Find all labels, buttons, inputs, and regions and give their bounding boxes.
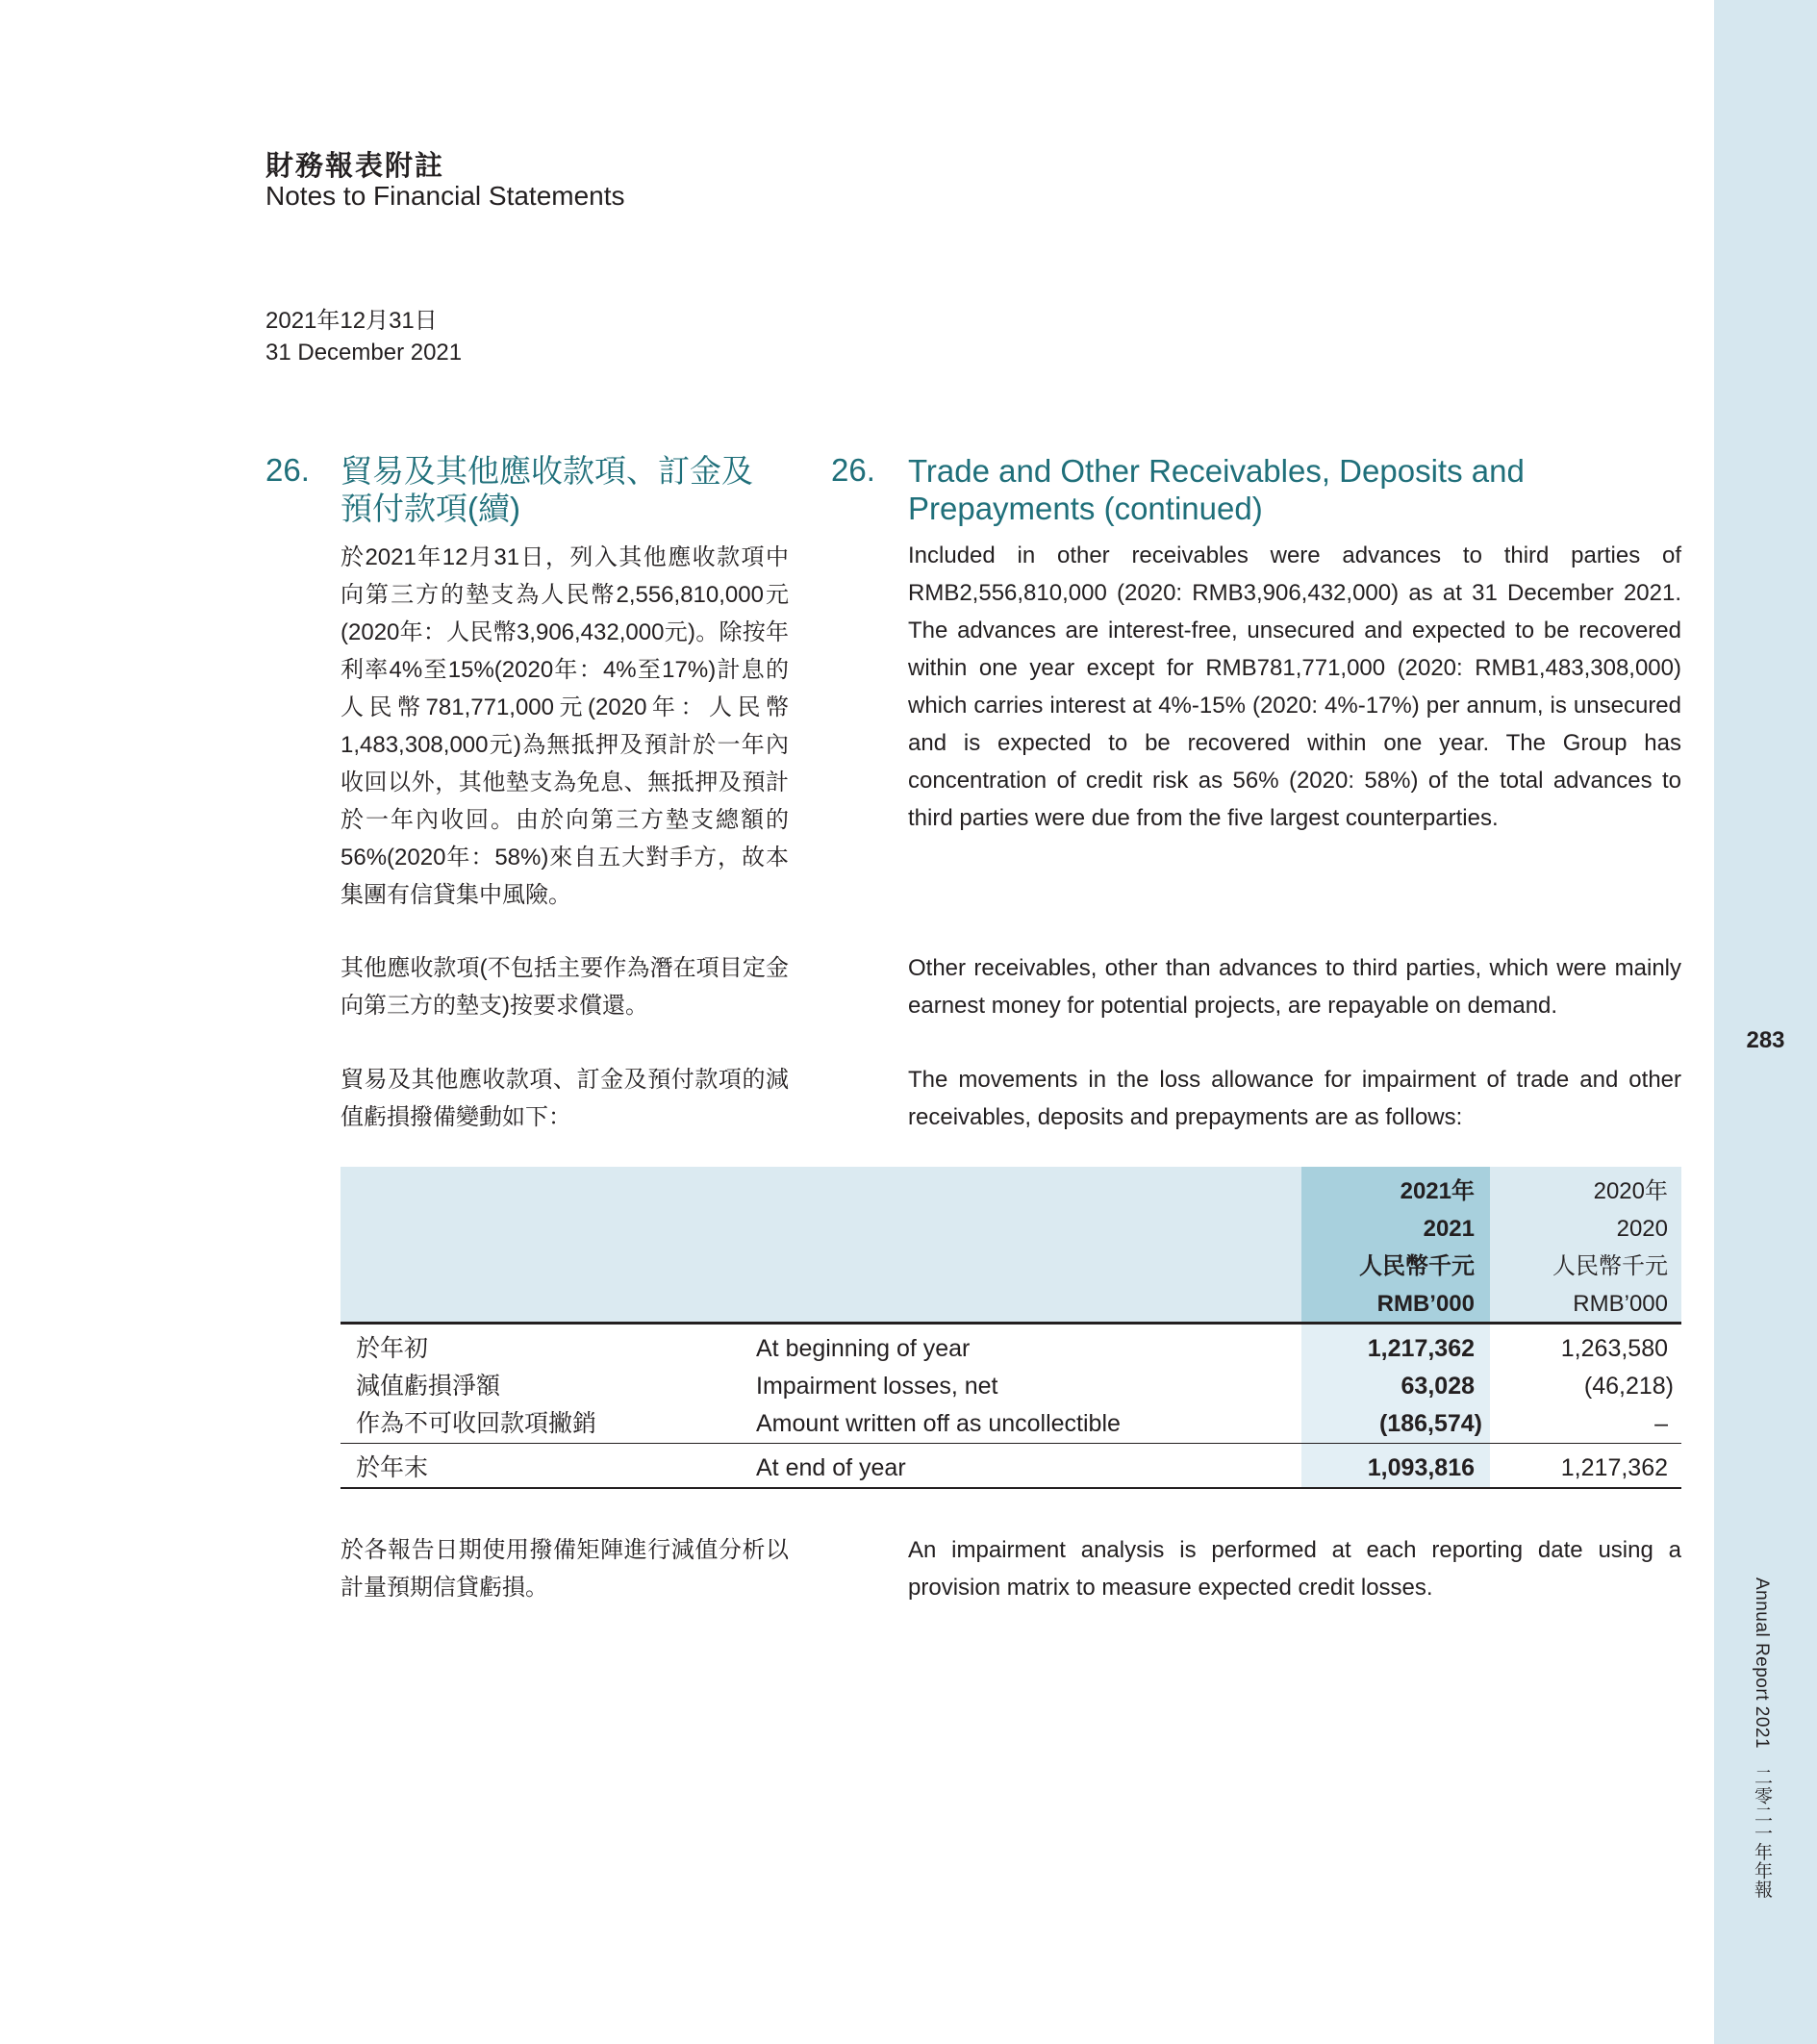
section-title-zh-line1: 貿易及其他應收款項、訂金及 xyxy=(341,453,753,489)
header-title-en: Notes to Financial Statements xyxy=(265,181,625,211)
row-end-value-2020: 1,217,362 xyxy=(1560,1454,1668,1481)
row-beginning-value-2020: 1,263,580 xyxy=(1560,1335,1668,1362)
section-title-zh-line2: 預付款項(續) xyxy=(341,491,520,526)
header-2020-year-zh: 2020年 xyxy=(1593,1178,1668,1204)
header-2021-year: 2021 xyxy=(1423,1216,1475,1242)
row-beginning-label-en: At beginning of year xyxy=(756,1335,971,1362)
row-writeoff-label-zh: 作為不可收回款項撇銷 xyxy=(356,1410,597,1437)
header-2021-year-zh: 2021年 xyxy=(1400,1178,1475,1204)
paragraph-4-zh: 於各報告日期使用撥備矩陣進行減值分析以計量預期信貸虧損。 xyxy=(341,1537,789,1601)
row-writeoff-value-2020: – xyxy=(1654,1410,1668,1437)
annual-report-label: Annual Report 2021 二零二一年年報 xyxy=(1752,1577,1772,1900)
row-end-label-en: At end of year xyxy=(756,1454,906,1481)
paragraph-1-en: Included in other receivables were advances to third parties of RMB2,556,810,000 (2020: RMB3,906,432,000) as at 31 December 2021. The advances are interest-free, unsecured and expected to be recovered within one year except for RMB781,771,000 (2020: RMB1,483,308,000) which carries interest at 4%-15% (2020: 4%-17%) per annum, is unsecured and is expected to be recovered within one year. The Group has concentration of credit risk as 56% (2020: 58%) of the total advances to third parties were due from the five largest counterparties. xyxy=(908,543,1681,831)
row-impairment-value-2020: (46,218) xyxy=(1583,1373,1674,1400)
header-2020-year: 2020 xyxy=(1616,1216,1668,1242)
paragraph-2-en: Other receivables, other than advances to third parties, which were mainly earnest money for potential projects, are repayable on demand. xyxy=(908,955,1681,1019)
row-impairment-label-en: Impairment losses, net xyxy=(756,1373,998,1400)
section-title-en xyxy=(908,452,1525,527)
header-2020-unit-zh: 人民幣千元 xyxy=(1552,1253,1668,1279)
row-end-value-2021: 1,093,816 xyxy=(1367,1454,1475,1481)
paragraph-3-en: The movements in the loss allowance for impairment of trade and other receivables, deposits and prepayments are as follows: xyxy=(908,1067,1681,1130)
date-zh: 2021年12月31日 xyxy=(265,308,438,334)
header-title-zh: 財務報表附註 xyxy=(265,149,445,182)
row-writeoff-value-2021: (186,574) xyxy=(1378,1410,1482,1437)
row-writeoff-label-en: Amount written off as uncollectible xyxy=(756,1410,1121,1437)
section-title-en-line2: Prepayments (continued) xyxy=(908,491,1263,526)
row-beginning-value-2021: 1,217,362 xyxy=(1367,1335,1475,1362)
row-end-label-zh: 於年末 xyxy=(356,1454,429,1481)
header-2020-unit: RMB’000 xyxy=(1573,1291,1668,1317)
date-en: 31 December 2021 xyxy=(265,340,463,366)
header-2021-unit-zh: 人民幣千元 xyxy=(1359,1253,1475,1279)
loss-allowance-table xyxy=(341,1167,1681,1489)
paragraph-4-en: An impairment analysis is performed at each reporting date using a provision matrix to measure expected credit losses. xyxy=(908,1537,1681,1601)
paragraph-3-zh: 貿易及其他應收款項、訂金及預付款項的減值虧損撥備變動如下： xyxy=(341,1067,789,1130)
section-number-zh: 26. xyxy=(265,452,310,488)
table-bottom-rule xyxy=(341,1487,1681,1489)
section-number-en: 26. xyxy=(831,452,875,488)
header-divider xyxy=(341,1322,1681,1325)
row-impairment-value-2021: 63,028 xyxy=(1401,1373,1475,1400)
page-number: 283 xyxy=(1746,1027,1785,1053)
row-beginning-label-zh: 於年初 xyxy=(356,1335,429,1362)
paragraph-2-zh: 其他應收款項(不包括主要作為潛在項目定金向第三方的墊支)按要求償還。 xyxy=(341,955,789,1019)
section-title-en-line1: Trade and Other Receivables, Deposits and xyxy=(908,453,1525,489)
section-title-zh xyxy=(341,452,753,527)
paragraph-1-zh: 於2021年12月31日，列入其他應收款項中向第三方的墊支為人民幣2,556,810,000元(2020年：人民幣3,906,432,000元)。除按年利率4%至15%(2020年：4%至17%)計息的人民幣781,771,000元(2020年：人民幣1,483,308,000元)為無抵押及預計於一年內收回以外，其他墊支為免息、無抵押及預計於一年內收回。由於向第三方墊支總額的56%(2020年：58%)來自五大對手方，故本集團有信貸集中風險。 xyxy=(341,544,789,908)
total-divider xyxy=(341,1443,1681,1444)
row-impairment-label-zh: 減值虧損淨額 xyxy=(356,1373,501,1400)
header-2021-unit: RMB’000 xyxy=(1376,1291,1475,1317)
